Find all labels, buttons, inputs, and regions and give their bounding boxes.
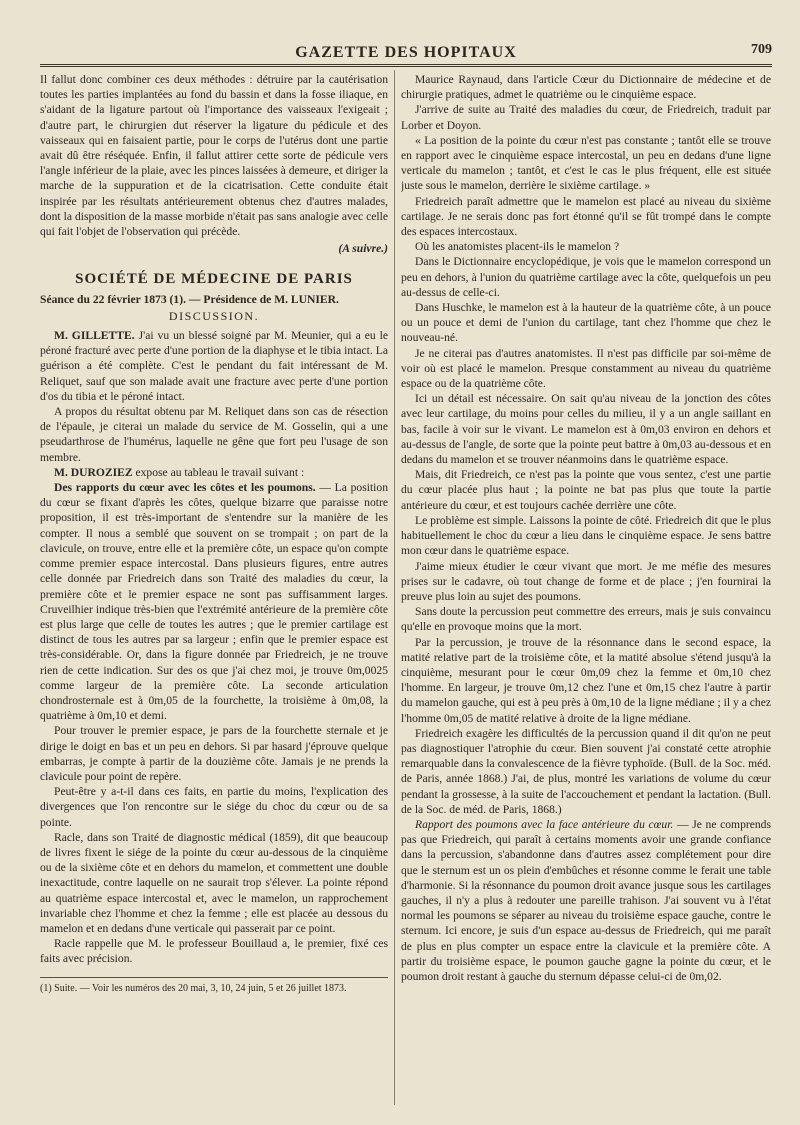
column-divider <box>394 70 395 1105</box>
paragraph: Racle, dans son Traité de diagnostic médical (1859), dit que beaucoup de livres fixent le siége de la pointe du cœur au-dessous de la cinquième ou de la sixième côte et en dehors du mamelon, et commettent une double inexactitude, contre laquelle on ne saurait trop s'élever. La pointe répond au quatrième espace intercostal et, avec le mamelon, un rapprochement invariable chez l'homme et chez la femme ; elle est placée au dessous du mamelon et en dedans d'une verticale qui passerait par ce point. <box>40 830 388 935</box>
paragraph: Le problème est simple. Laissons la pointe de côté. Friedreich dit que le plus habituellement le choc du cœur a lieu dans le cinquième espace. Je sens battre mon cœur dans le quatrième espace. <box>401 513 771 558</box>
to-be-continued: (A suivre.) <box>338 242 388 256</box>
subsection-title: Rapport des poumons avec la face antérieure du cœur. <box>415 817 674 831</box>
speaker-text: expose au tableau le travail suivant : <box>132 465 305 479</box>
footnote-rule <box>40 977 388 978</box>
paragraph: Friedreich exagère les difficultés de la percussion quand il dit qu'on ne peut pas diagnostiquer l'atrophie du cœur. Bien souvent j'ai constaté cette atrophie remarquable dans la convalescence de la fièvre typhoïde. (Bull. de la Soc. méd. de Paris, année 1868.) J'ai, de plus, montré les variations de volume du cœur pendant la grossesse, à la suite de l'accouchement et pendant la lactation. (Bull. de la Soc. de méd. de Paris, 1868.) <box>401 726 771 816</box>
speaker-name: M. DUROZIEZ <box>54 465 133 479</box>
paragraph: Mais, dit Friedreich, ce n'est pas la pointe que vous sentez, c'est une partie du cœur placée plus haut ; la pointe ne bat pas plus que toute la partie antérieure du cœur, et est toujours cachée derrière une côte. <box>401 468 771 512</box>
paragraph: Il fallut donc combiner ces deux méthodes : détruire par la cautérisation toutes les parties implantées au fond du bassin et dans la fosse iliaque, en s'aidant de la ligature partout où l'importance des vaisseaux l'exigeait ; d'autre part, le chirurgien dut réserver la ligature du pédicule et des vaisseaux qui en faisaient partie, pour le corps de l'utérus dont une partie avait dû être réséquée. Enfin, il fallut attirer cette sorte de pédicule vers l'angle inférieur de la plaie, avec les pinces laissées à demeure, et diriger la marche de la suppuration et de la cicatrisation. Cette conduite était inspirée par les résultats antérieurement obtenus chez d'autres malades, dont la disposition de la masse morbide n'était pas sans analogie avec celle qui fait l'objet de l'observation qui précède. <box>40 73 388 239</box>
right-column <box>401 72 771 1105</box>
left-column <box>40 72 388 1105</box>
paragraph: Où les anatomistes placent-ils le mamelon ? <box>415 240 620 254</box>
session-info: Séance du 22 février 1873 (1). — Présidence de M. LUNIER. <box>40 292 339 306</box>
discussion-heading: DISCUSSION. <box>168 308 260 323</box>
subsection-text: — Je ne comprends pas que Friedreich, qui paraît à certains moments avoir une grande confiance dans la percussion, s'abandonne dans d'autres assez complétement pour dire que le sternum est un os plein d'embûches et résonne comme le ferait une table d'harmonie. Si la résonnance du poumon droit avance jusque sous les cartilages gauches, il n'y a plus à redouter une pareille trahison. J'ai souvent vu à l'état normal les poumons se séparer au niveau du troisième espace gauche, contre le sternum. Ici encore, je suis d'un espace au-dessus de Friedreich, qui me paraît de plus en plus compter un espace entre la clavicule et la première côte. A partir du troisième espace, le poumon gauche gagne la pointe du cœur, et le poumon droit restant à gauche du sternum dépasse celui-ci de 0m,02. <box>401 817 771 983</box>
paragraph: A propos du résultat obtenu par M. Reliquet dans son cas de résection de l'épaule, je citerai un malade du service de M. Gosselin, qui a une pseudarthrose de l'humérus, laquelle ne gêne que fort peu l'usage de son membre. <box>40 405 388 464</box>
paragraph: Ici un détail est nécessaire. On sait qu'au niveau de la jonction des côtes avec leur cartilage, du moins pour celles du milieu, il y a un angle saillant en bas, facile à voir sur le vivant. Le mamelon est à 0m,03 environ en dehors et au-dessus de l'angle, de sorte que la pointe peut battre à 0m,03 au-dessous et en dedans du mamelon et se trouver néanmoins dans le quatrième espace. <box>401 392 771 467</box>
paragraph: Dans le Dictionnaire encyclopédique, je vois que le mamelon correspond un peu en dehors, à l'union du quatrième cartilage avec la côte, quelquefois un peu au-dessus de celle-ci. <box>401 255 771 299</box>
subsection-text: — La position du cœur se fixant d'après les côtes, quelque bizarre que paraisse notre proposition, il est très-important de s'entendre sur la manière de les compter. Il nous a semblé que souvent on se trompait ; on part de la clavicule, on trouve, entre elle et la première côte, un espace qu'on compte comme premier espace intercostal. Dans plusieurs figures, entre autres celle donnée par Friedreich dans son Traité des maladies du cœur, la première côte et le premier espace ne sont pas suffisamment larges. Cruveilhier indique très-bien que l'extrémité antérieure de la première côte est plus large que celle de toutes les autres ; que le premier cartilage est distinct de tous les autres par sa largeur ; enfin que le premier espace est très-considérable. Or, dans la figure donnée par Friedreich, je ne trouve rien de cette indication. Sur des os que j'ai chez moi, je trouve 0m,0025 comme largeur de la première côte. La seconde articulation chondrosternale est à 0m,05 de la fourchette, la troisième à 0m,08, la quatrième à 0m,10 et demi. <box>40 481 388 723</box>
journal-title: GAZETTE DES HOPITAUX <box>295 44 517 61</box>
paragraph: Par la percussion, je trouve de la résonnance dans le second espace, la matité relative part de la troisième côte, et la matité absolue s'étend jusqu'à la cinquième, mesurant pour le cœur 0m,09 chez la femme et 0m,10 chez l'homme. En largeur, je trouve 0m,12 chez l'une et 0m,15 chez l'autre à partir du mamelon gauche, qui est à peu près à 0m,10 de la ligne médiane ; il y a chez l'homme 0m,05 de matité relative à droite de la ligne médiane. <box>401 635 771 725</box>
section-title: SOCIÉTÉ DE MÉDECINE DE PARIS <box>75 271 353 288</box>
speaker-name: M. GILLETTE. <box>54 329 135 343</box>
paragraph: Peut-être y a-t-il dans ces faits, en partie du moins, l'explication des divergences que l'on rencontre sur le siége du choc du cœur ou de sa pointe. <box>40 785 388 829</box>
footnote: (1) Suite. — Voir les numéros des 20 mai, 3, 10, 24 juin, 5 et 26 juillet 1873. <box>40 982 347 994</box>
paragraph: Sans doute la percussion peut commettre des erreurs, mais je suis convaincu qu'elle en provoque moins que la mort. <box>401 605 771 634</box>
paragraph <box>401 817 771 984</box>
page-header <box>40 42 772 67</box>
paragraph: J'arrive de suite au Traité des maladies du cœur, de Friedreich, traduit par Lorber et Doyon. <box>401 103 771 132</box>
speaker-text: J'ai vu un blessé soigné par M. Meunier, qui a eu le péroné fracturé avec perte d'une portion de la diaphyse et le tibia intact. La guérison a été complète. C'est le pendant du fait intéressant de M. Reliquet, sauf que son malade avait une fracture avec perte d'une portion d'os du tibia et le péroné intact. <box>40 329 388 403</box>
paragraph: Racle rappelle que M. le professeur Bouillaud a, le premier, fixé ces faits avec précision. <box>40 937 388 966</box>
paragraph: Je ne citerai pas d'autres anatomistes. Il n'est pas difficile par soi-même de voir où est placé le mamelon. Presque constamment au niveau du quatrième espace ou de la quatrième côte. <box>401 346 771 391</box>
paragraph: « La position de la pointe du cœur n'est pas constante ; tantôt elle se trouve en rapport avec le cinquième espace intercostal, un peu en dedans d'une ligne verticale du mamelon ; tantôt, et c'est le cas le plus fréquent, elle est située juste sous le mamelon, derrière le sixième cartilage. » <box>401 133 771 193</box>
subsection-title: Des rapports du cœur avec les côtes et les poumons. <box>54 481 316 495</box>
paragraph: Dans Huschke, le mamelon est à la hauteur de la quatrième côte, à un pouce ou un pouce et demi de l'union du cartilage, tant chez l'homme que chez le nouveau-né. <box>401 301 771 345</box>
paragraph <box>40 328 388 404</box>
paragraph: Maurice Raynaud, dans l'article Cœur du Dictionnaire de médecine et de chirurgie pratiques, admet le quatrième ou le cinquième espace. <box>401 73 771 102</box>
paragraph <box>40 465 388 480</box>
page-number: 709 <box>751 42 772 57</box>
paragraph: Friedreich paraît admettre que le mamelon est placé au niveau du sixième cartilage. Je ne serais donc pas fort étonné qu'il se fût trompé dans le compte des espaces intercostaux. <box>401 194 771 239</box>
paragraph <box>40 480 388 723</box>
paragraph: Pour trouver le premier espace, je pars de la fourchette sternale et je dirige le doigt en bas et un peu en dehors. Si par hasard j'éprouve quelque embarras, je compte à partir de la douzième côte. Jamais je ne prends la clavicule pour point de repère. <box>40 724 388 783</box>
paragraph: J'aime mieux étudier le cœur vivant que mort. Je me méfie des mesures prises sur le cadavre, où tout change de forme et de place ; j'en fournirai la preuve plus loin au sujet des poumons. <box>401 559 771 603</box>
